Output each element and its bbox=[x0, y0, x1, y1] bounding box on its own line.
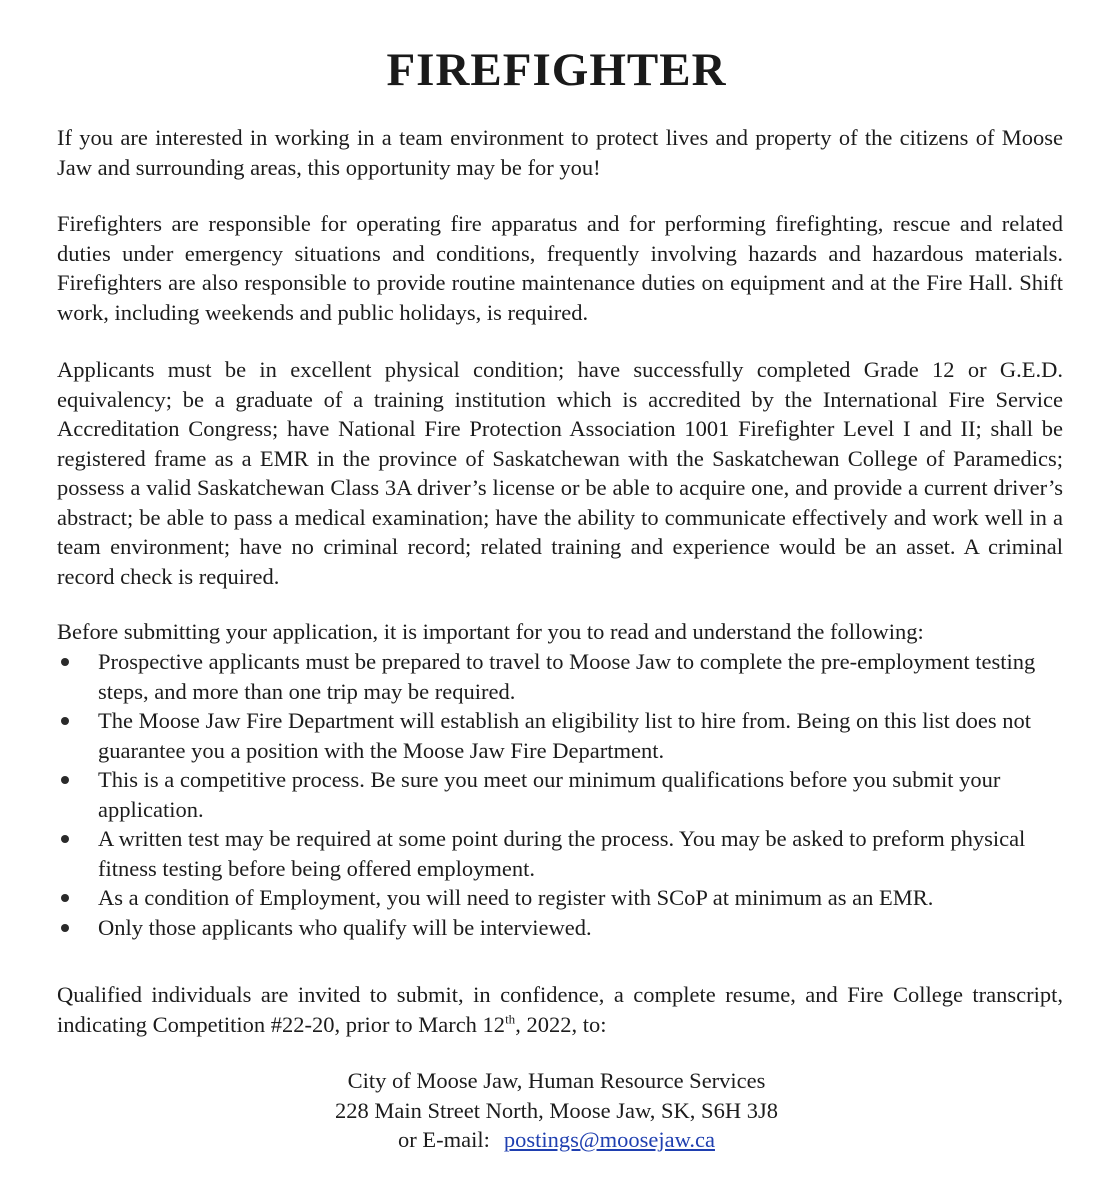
list-item-text: As a condition of Employment, you will need to register with SCoP at minimum as an EMR. bbox=[98, 885, 934, 910]
list-item-text: A written test may be required at some point during the process. You may be asked to preform physical fitness testing before being offered employment. bbox=[98, 826, 1026, 881]
intro-paragraph: If you are interested in working in a team environment to protect lives and property of the citizens of Moose Jaw and surrounding areas, this opportunity may be for you! bbox=[57, 125, 1063, 180]
list-item-text: Only those applicants who qualify will be interviewed. bbox=[98, 914, 592, 940]
bullet-icon bbox=[61, 835, 69, 843]
email-label: or E-mail: bbox=[398, 1127, 490, 1152]
list-item bbox=[57, 913, 1063, 943]
bullet-icon bbox=[61, 894, 69, 902]
list-item bbox=[57, 706, 1063, 765]
list-item bbox=[57, 765, 1063, 824]
page-title: FIREFIGHTER bbox=[386, 44, 727, 96]
requirements-bullet-list bbox=[57, 647, 1063, 942]
list-item bbox=[57, 647, 1063, 706]
list-item-text: The Moose Jaw Fire Department will establish an eligibility list to hire from. Being on this list does not guarantee you a position with the Moose Jaw Fire Department. bbox=[98, 708, 1032, 763]
bullet-icon bbox=[61, 924, 69, 932]
list-item-text: This is a competitive process. Be sure you meet our minimum qualifications before you submit your application. bbox=[98, 767, 1001, 822]
date-ordinal-suffix: th bbox=[505, 1011, 516, 1026]
bullet-icon bbox=[61, 658, 69, 666]
list-item-text: Prospective applicants must be prepared to travel to Moose Jaw to complete the pre-employment testing steps, and more than one trip may be required. bbox=[98, 649, 1036, 704]
contact-address bbox=[0, 1066, 1113, 1155]
duties-paragraph: Firefighters are responsible for operating fire apparatus and for performing firefighting, rescue and related duties under emergency situations and conditions, frequently involving hazards and hazardous materials. Firefighters are also responsible to provide routine maintenance duties on equipment and at the Fire Hall. Shift work, including weekends and public holidays, is required. bbox=[57, 211, 1063, 325]
bullet-icon bbox=[61, 717, 69, 725]
list-item bbox=[57, 883, 1063, 913]
closing-text-end: , 2022, to: bbox=[515, 1011, 607, 1037]
closing-text: Qualified individuals are invited to submit, in confidence, a complete resume, and Fire College transcript, indicating Competition #22-20, prior to March 12 bbox=[57, 982, 1063, 1037]
requirements-paragraph: Applicants must be in excellent physical condition; have successfully completed Grade 12 or G.E.D. equivalency; be a graduate of a training institution which is accredited by the International Fire Service Accreditation Congress; have National Fire Protection Association 1001 Firefighter Level I and II; shall be registered frame as a EMR in the province of Saskatchewan with the Saskatchewan College of Paramedics; possess a valid Saskatchewan Class 3A driver’s license or be able to acquire one, and provide a current driver’s abstract; be able to pass a medical examination; have the ability to communicate effectively and work well in a team environment; have no criminal record; related training and experience would be an asset. A criminal record check is required. bbox=[57, 357, 1063, 589]
email-link[interactable]: postings@moosejaw.ca bbox=[503, 1127, 715, 1152]
address-organization: City of Moose Jaw, Human Resource Services bbox=[347, 1068, 766, 1093]
closing-paragraph bbox=[57, 980, 1063, 1039]
address-street: 228 Main Street North, Moose Jaw, SK, S6H 3J8 bbox=[335, 1097, 778, 1123]
address-email-line bbox=[0, 1125, 1113, 1155]
before-submitting-intro: Before submitting your application, it is important for you to read and understand the following: bbox=[57, 619, 924, 644]
list-item bbox=[57, 824, 1063, 883]
bullet-icon bbox=[61, 776, 69, 784]
